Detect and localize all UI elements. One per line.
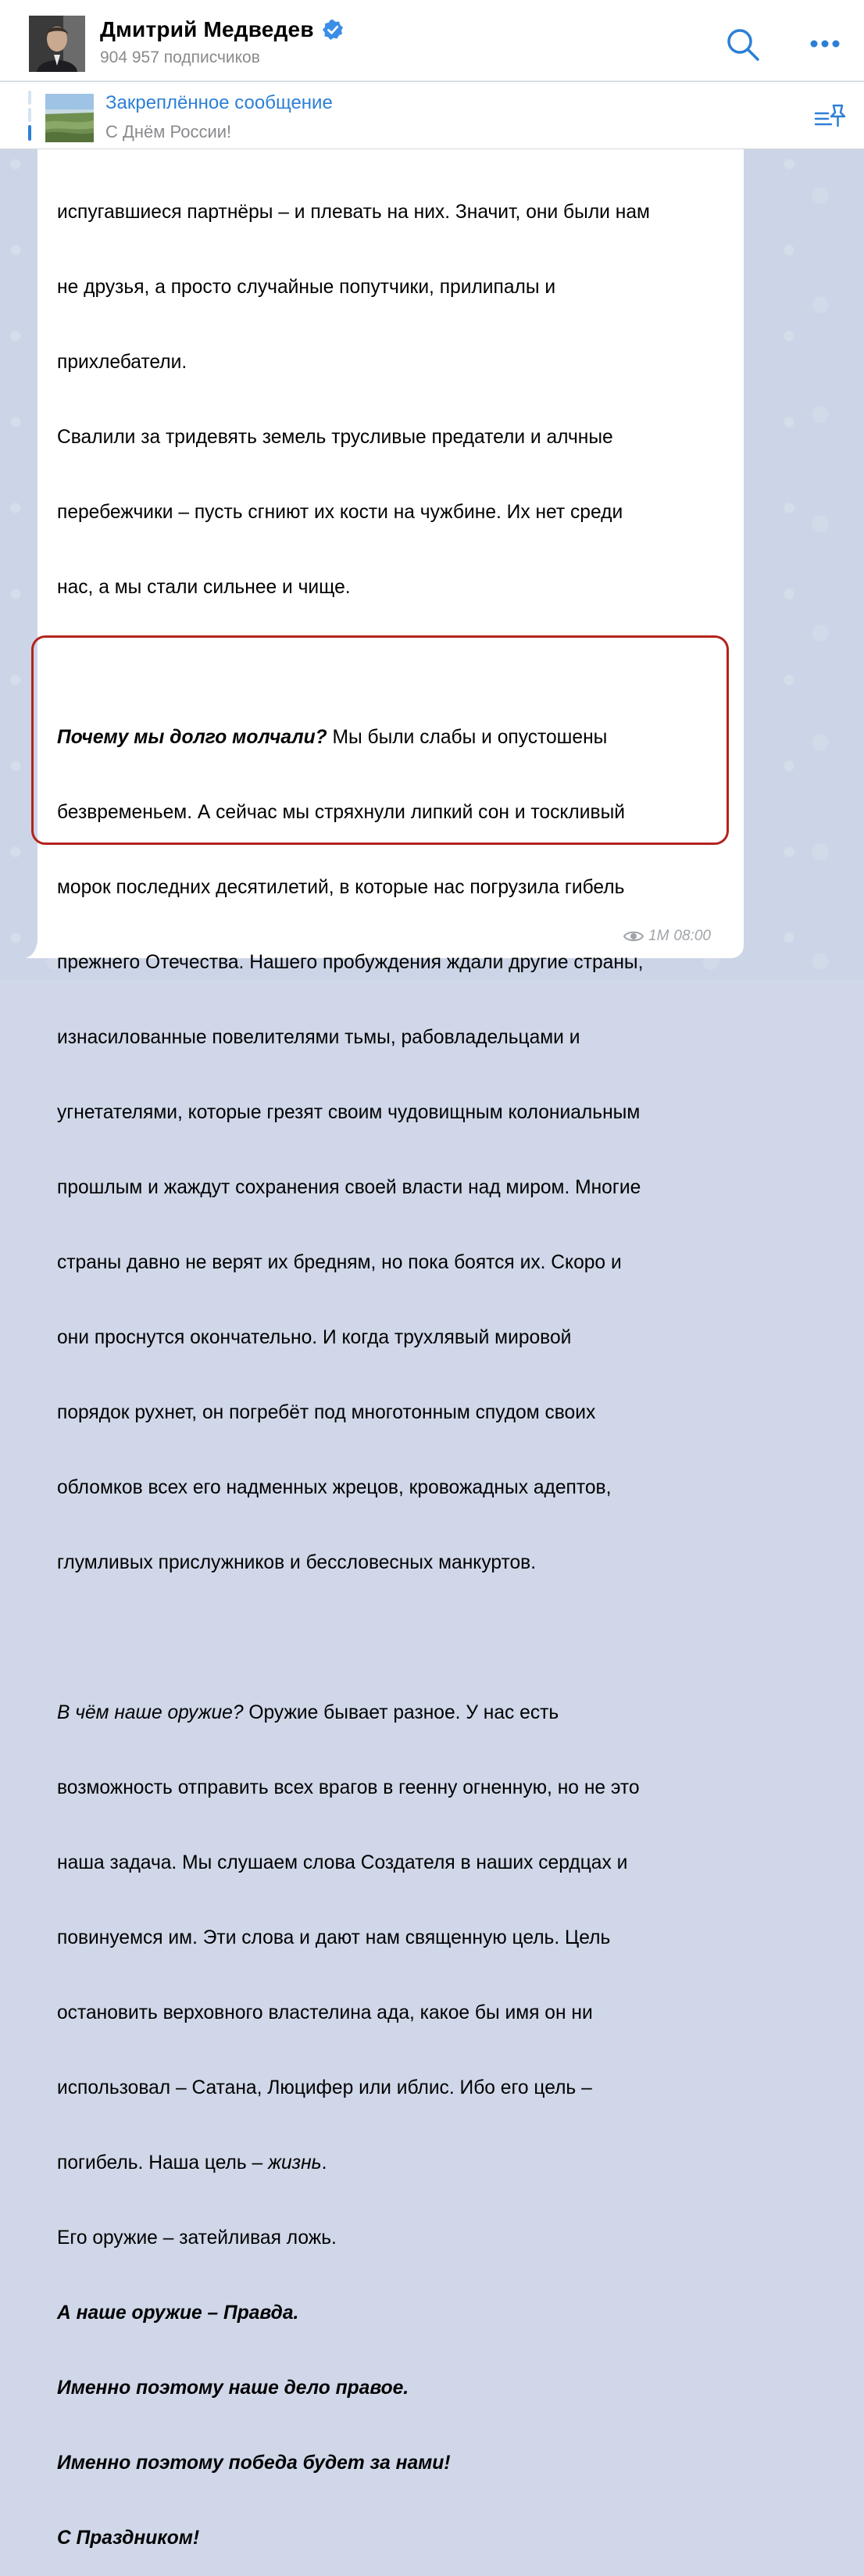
message-line: прихлебатели. bbox=[57, 352, 187, 373]
weapon-question: В чём наше оружие? bbox=[57, 1702, 244, 1723]
message-text bbox=[57, 150, 737, 2576]
message-line: прошлым и жаждут сохранения своей власти над миром. Многие bbox=[57, 1177, 641, 1198]
message-line: порядок рухнет, он погребёт под многотонным спудом своих bbox=[57, 1402, 596, 1423]
pinned-preview-text: С Днём России! bbox=[105, 122, 232, 141]
message-time: 08:00 bbox=[673, 928, 711, 944]
avatar[interactable] bbox=[29, 16, 85, 72]
message-meta bbox=[623, 928, 711, 945]
channel-name: Дмитрий Медведев bbox=[100, 17, 314, 41]
chat-header bbox=[0, 0, 864, 81]
message-line: остановить верховного властелина ада, какое бы имя он ни bbox=[57, 2002, 593, 2023]
pinned-indicator bbox=[28, 91, 31, 141]
message-line: Его оружие – затейливая ложь. bbox=[57, 2227, 337, 2249]
message-line: глумливых прислужников и бессловесных манкуртов. bbox=[57, 1552, 537, 1573]
question-heading: Почему мы долго молчали? bbox=[57, 727, 327, 748]
pinned-title: Закреплённое сообщение bbox=[105, 92, 333, 113]
avatar-image bbox=[29, 16, 85, 72]
pinned-thumbnail bbox=[45, 94, 94, 142]
more-options-icon[interactable] bbox=[808, 34, 842, 53]
message-line: морок последних десятилетий, в которые нас погрузила гибель bbox=[57, 877, 625, 898]
closing-line: А наше оружие – Правда. bbox=[57, 2302, 299, 2324]
search-icon[interactable] bbox=[725, 27, 761, 63]
message-line: перебежчики – пусть сгниют их кости на чужбине. Их нет среди bbox=[57, 502, 623, 523]
message-line: изнасилованные повелителями тьмы, рабовладельцами и bbox=[57, 1027, 580, 1048]
channel-title[interactable] bbox=[100, 17, 344, 42]
views-count: 1M bbox=[648, 928, 669, 944]
message-line: они проснутся окончательно. И когда трухлявый мировой bbox=[57, 1327, 572, 1348]
subscriber-count: 904 957 подписчиков bbox=[100, 48, 260, 66]
message-line: безвременьем. А сейчас мы стряхнули липкий сон и тоскливый bbox=[57, 802, 625, 823]
message-line: наша задача. Мы слушаем слова Создателя в наших сердцах и bbox=[57, 1852, 628, 1873]
message-line: использовал – Сатана, Люцифер или иблис. Ибо его цель – bbox=[57, 2077, 592, 2098]
message-line: нас, а мы стали сильнее и чище. bbox=[57, 577, 351, 598]
message-line: страны давно не верят их бредням, но пока боятся их. Скоро и bbox=[57, 1252, 622, 1273]
closing-line: С Праздником! bbox=[57, 2528, 200, 2549]
pinned-list-icon[interactable] bbox=[812, 102, 848, 131]
message-line: не друзья, а просто случайные попутчики, прилипалы и bbox=[57, 277, 556, 298]
message-line: угнетателями, которые грезят своим чудовищным колониальным bbox=[57, 1102, 641, 1123]
message-line: Почему мы долго молчали? Мы были слабы и опустошены bbox=[57, 727, 608, 748]
closing-line: Именно поэтому победа будет за нами! bbox=[57, 2453, 451, 2474]
eye-icon bbox=[623, 929, 644, 943]
message-line: прежнего Отечества. Нашего пробуждения ждали другие страны, bbox=[57, 952, 644, 973]
closing-line: Именно поэтому наше дело правое. bbox=[57, 2377, 409, 2399]
verified-badge-icon bbox=[322, 19, 344, 41]
message-line: повинуемся им. Эти слова и дают нам священную цель. Цель bbox=[57, 1927, 611, 1948]
message-line: Свалили за тридевять земель трусливые предатели и алчные bbox=[57, 427, 613, 448]
message-line: испугавшиеся партнёры – и плевать на них. Значит, они были нам bbox=[57, 202, 650, 223]
bubble-tail bbox=[26, 930, 49, 958]
message-line: погибель. Наша цель – жизнь. bbox=[57, 2152, 327, 2174]
message-line: В чём наше оружие? Оружие бывает разное. У нас есть bbox=[57, 1702, 559, 1723]
message-line: обломков всех его надменных жрецов, кровожадных адептов, bbox=[57, 1477, 612, 1498]
message-line: возможность отправить всех врагов в геенну огненную, но не это bbox=[57, 1777, 640, 1798]
